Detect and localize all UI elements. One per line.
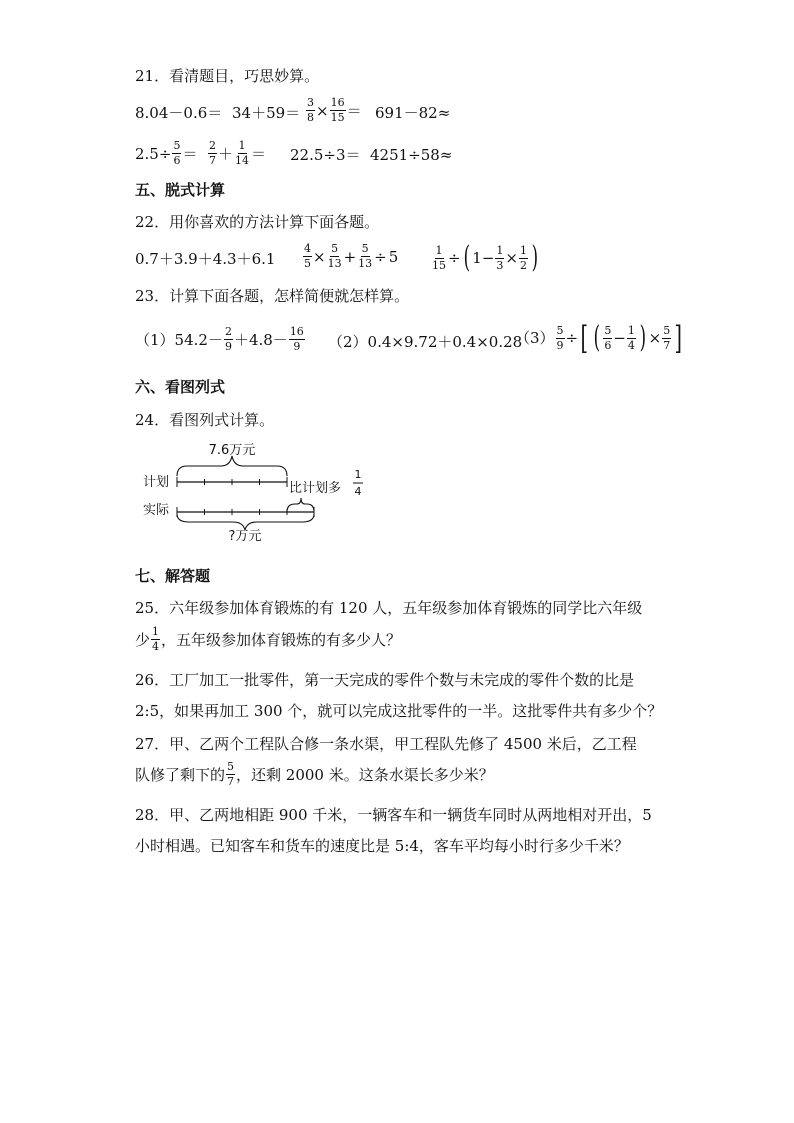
q22-title: 22．用你喜欢的方法计算下面各题。 xyxy=(135,213,380,231)
extra-label: 比计划多 xyxy=(289,481,342,496)
fraction: $\frac{1}{15}$ xyxy=(432,243,446,272)
q28-line-1: 28．甲、乙两地相距 900 千米，一辆客车和一辆货车同时从两地相对开出，5 xyxy=(135,806,652,824)
q21-row2-a: 2.5÷ $\frac{5}{6}$ ＝ xyxy=(135,139,198,167)
q21-title: 21．看清题目，巧思妙算。 xyxy=(135,67,320,85)
q22-expr-2: $\frac{4}{5}$ × $\frac{5}{13}$ + $\frac{5}{13}$ ÷ 5 xyxy=(304,242,399,270)
q23-title: 23．计算下面各题，怎样简便就怎样算。 xyxy=(135,287,410,305)
fraction: $\frac{3}{8}$ xyxy=(307,96,314,124)
top-brace xyxy=(177,456,287,476)
fraction: $\frac{4}{5}$ xyxy=(304,242,311,270)
q23-part-3: （3） $\frac{5}{9}$ ÷ [ ( $\frac{5}{6}$ − $\frac{1}{4}$ ) × $\frac{5}{7}$ ] xyxy=(515,319,683,357)
fraction: $\frac{5}{13}$ xyxy=(358,242,373,270)
fraction: $\frac{5}{7}$ xyxy=(663,323,671,352)
fraction: $\frac{1}{2}$ xyxy=(520,243,527,272)
fraction: $\frac{2}{7}$ xyxy=(209,139,216,167)
fraction: $\frac{5}{7}$ xyxy=(227,760,235,788)
q21-row2-b: $\frac{2}{7}$ ＋ $\frac{1}{14}$ ＝ xyxy=(209,139,267,167)
q21-row2-d: 4251÷58≈ xyxy=(370,146,453,164)
q27-line-2: 队修了剩下的 $\frac{5}{7}$ ，还剩 2000 米。这条水渠长多少米？ xyxy=(135,760,494,788)
fraction: $\frac{2}{9}$ xyxy=(224,325,232,353)
q24-title: 24．看图列式计算。 xyxy=(135,411,275,429)
fraction: $\frac{5}{6}$ xyxy=(604,323,612,352)
section-7-heading: 七、解答题 xyxy=(135,567,211,585)
fraction: $\frac{1}{3}$ xyxy=(496,243,504,272)
q28-line-2: 小时相遇。已知客车和货车的速度比是 5:4，客车平均每小时行多少千米？ xyxy=(135,837,629,855)
q21-row1-c: $\frac{3}{8}$ × $\frac{16}{15}$ ＝ xyxy=(307,96,362,124)
extra-frac-num: 1 xyxy=(354,468,362,481)
bottom-brace xyxy=(177,514,314,530)
line-segment-diagram xyxy=(135,440,395,550)
fraction: $\frac{1}{4}$ xyxy=(627,323,635,352)
fraction: $\frac{1}{14}$ xyxy=(235,139,250,167)
extra-frac-den: 4 xyxy=(354,485,362,498)
extra-brace xyxy=(287,498,314,512)
q27-line-1: 27．甲、乙两个工程队合修一条水渠，甲工程队先修了 4500 米后，乙工程 xyxy=(135,735,637,753)
fraction: $\frac{5}{6}$ xyxy=(173,139,181,167)
top-label: 7.6万元 xyxy=(208,443,256,458)
q22-expr-3: $\frac{1}{15}$ ÷ ( 1 − $\frac{1}{3}$ × $\frac{1}{2}$ ) xyxy=(432,240,539,275)
q26-line-2: 2:5，如果再加工 300 个，就可以完成这批零件的一半。这批零件共有多少个？ xyxy=(135,702,663,720)
q25-line-2: 少 $\frac{1}{4}$ ，五年级参加体育锻炼的有多少人？ xyxy=(135,625,402,653)
q21-row2-c: 22.5÷3＝ xyxy=(290,146,361,164)
q21-row1-d: 691－82≈ xyxy=(375,104,451,122)
fraction: $\frac{16}{9}$ xyxy=(289,325,304,353)
fraction: $\frac{16}{15}$ xyxy=(330,96,345,124)
fraction: $\frac{5}{13}$ xyxy=(327,242,342,270)
plan-label: 计划 xyxy=(143,475,170,490)
section-6-heading: 六、看图列式 xyxy=(135,378,226,396)
q21-row1-b: 34＋59＝ xyxy=(232,104,301,122)
fraction: $\frac{5}{9}$ xyxy=(556,323,564,352)
q23-part-1: （1） 54.2－ $\frac{2}{9}$ ＋4.8－ $\frac{16}{9}$ xyxy=(135,325,304,353)
q23-part-2: （2） 0.4×9.72＋0.4×0.28 xyxy=(328,333,523,351)
bottom-label: ?万元 xyxy=(228,529,262,544)
q26-line-1: 26．工厂加工一批零件，第一天完成的零件个数与未完成的零件个数的比是 xyxy=(135,671,635,689)
q25-line-1: 25．六年级参加体育锻炼的有 120 人，五年级参加体育锻炼的同学比六年级 xyxy=(135,599,643,617)
q21-row1-a: 8.04－0.6＝ xyxy=(135,104,223,122)
actual-label: 实际 xyxy=(143,503,170,518)
q22-expr-1: 0.7＋3.9＋4.3＋6.1 xyxy=(135,250,276,268)
section-5-heading: 五、脱式计算 xyxy=(135,181,226,199)
fraction: $\frac{1}{4}$ xyxy=(152,625,160,653)
